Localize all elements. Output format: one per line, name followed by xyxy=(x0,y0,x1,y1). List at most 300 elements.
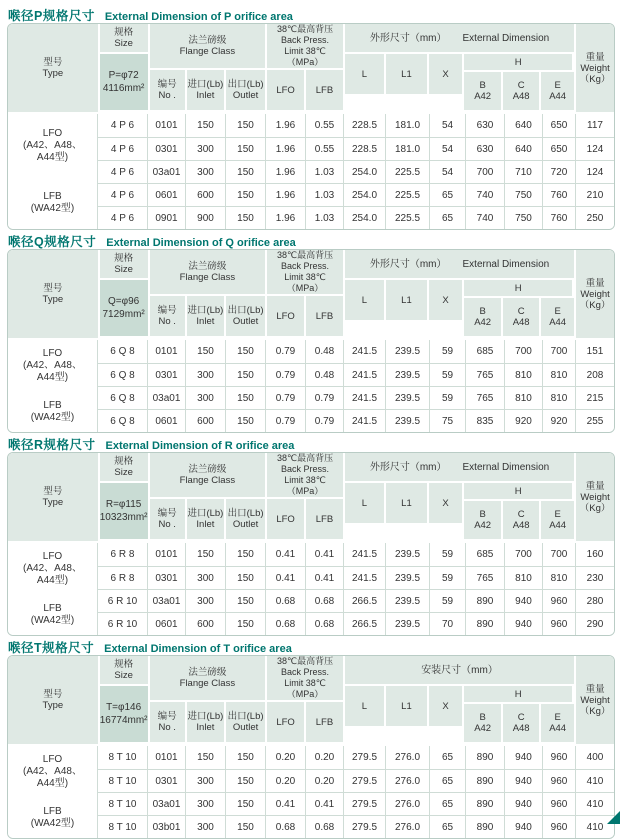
header-bp-line1: 38℃最高背压 xyxy=(276,453,334,463)
header-dimensions-zh: 外形尺寸（mm） xyxy=(369,258,447,270)
header-col-size xyxy=(100,24,150,112)
table-cell: 0.20 xyxy=(306,746,344,769)
header-dimensions xyxy=(345,656,574,686)
section-title-zh: 喉径P规格尺寸 xyxy=(8,9,95,23)
section-title xyxy=(8,6,615,23)
header-bp-line4: （MPa） xyxy=(286,57,324,67)
table-cell: 208 xyxy=(586,369,604,381)
section xyxy=(7,435,615,636)
header-weight-en: Weight xyxy=(580,62,610,74)
table-row xyxy=(98,769,614,792)
table-cell: 650 xyxy=(543,114,576,137)
table-cell: 410 xyxy=(586,798,604,810)
table-cell: 0901 xyxy=(148,207,186,229)
table-cell: 160 xyxy=(586,549,604,560)
table-row xyxy=(98,363,614,386)
header-H-label: H xyxy=(514,485,522,497)
table-cell: 960 xyxy=(543,770,576,792)
table-cell: 254.0 xyxy=(344,184,386,206)
header-X xyxy=(429,54,464,94)
header-L1-label: L1 xyxy=(401,497,412,509)
header-no xyxy=(150,296,187,336)
table-cell: 279.5 xyxy=(344,770,386,792)
table-cell: 210 xyxy=(586,189,604,201)
table-header xyxy=(8,656,614,744)
header-weight xyxy=(576,656,614,744)
header-flange-class xyxy=(150,250,266,296)
table-cell: 0.68 xyxy=(266,816,306,838)
table-cell: 4 P 6 xyxy=(98,207,148,229)
header-weight-unit: （Kg） xyxy=(579,299,611,311)
table-cell: 890 xyxy=(466,590,505,612)
header-E-sub: A44 xyxy=(549,317,567,328)
table-cell: 276.0 xyxy=(386,770,430,792)
type-cell xyxy=(8,340,98,432)
table-cell: 835 xyxy=(466,410,505,432)
table-cell: 940 xyxy=(505,613,543,635)
table-cell: 300 xyxy=(186,387,226,409)
header-H-group xyxy=(464,686,574,742)
table-cell: 650 xyxy=(543,138,576,160)
table-cell: 65 xyxy=(430,793,466,815)
header-weight-zh: 重量 xyxy=(585,277,605,289)
table-cell: 0.68 xyxy=(306,613,344,635)
table-cell: 54 xyxy=(430,161,466,183)
header-flange-en: Flange Class xyxy=(179,272,236,283)
header-size xyxy=(100,250,148,280)
table-cell: 0.41 xyxy=(266,567,306,589)
table-cell: 0.41 xyxy=(266,543,306,566)
header-E-label: E xyxy=(554,712,561,723)
table-cell: 4 P 6 xyxy=(98,161,148,183)
table-cell: 150 xyxy=(226,114,266,137)
table-cell: 150 xyxy=(226,410,266,432)
header-H-subrow xyxy=(464,72,574,110)
table-cell: 960 xyxy=(543,793,576,815)
header-C-A48 xyxy=(503,501,541,539)
rows-wrap xyxy=(98,114,614,229)
table-cell: 239.5 xyxy=(386,387,430,409)
table-cell: 254.0 xyxy=(344,161,386,183)
header-inlet-zh: 进口(Lb) xyxy=(187,711,224,722)
table-cell: 700 xyxy=(505,340,543,363)
table-header xyxy=(8,453,614,541)
table-cell: 0101 xyxy=(148,114,186,137)
header-type-en: Type xyxy=(42,700,64,711)
header-lfb-label: LFB xyxy=(315,84,334,96)
rows-wrap xyxy=(98,746,614,838)
type-cell xyxy=(8,114,98,229)
table-cell: 0.79 xyxy=(266,410,306,432)
header-H-label: H xyxy=(514,688,522,700)
header-col-dimensions xyxy=(345,453,576,541)
table-cell: 250 xyxy=(586,212,604,224)
header-weight-unit: （Kg） xyxy=(579,73,611,85)
header-col-backpressure xyxy=(267,453,345,541)
spec-table xyxy=(7,249,615,433)
header-size-zh: 规格 xyxy=(114,659,134,670)
table-cell: 0.79 xyxy=(266,387,306,409)
header-H xyxy=(464,280,574,298)
table-cell: 0301 xyxy=(148,567,186,589)
header-L1-label: L1 xyxy=(401,700,412,712)
table-cell: 03a01 xyxy=(148,387,186,409)
table-cell: 0.68 xyxy=(266,613,306,635)
size-value-line2: 10323mm² xyxy=(99,512,148,523)
header-type xyxy=(8,656,98,744)
table-cell: 300 xyxy=(186,816,226,838)
table-cell: 150 xyxy=(226,613,266,635)
table-cell: 03a01 xyxy=(148,161,186,183)
header-flange-class xyxy=(150,453,266,499)
header-E-A44 xyxy=(541,501,574,539)
table-cell: 890 xyxy=(466,793,505,815)
table-cell: 750 xyxy=(505,207,543,229)
table-cell: 600 xyxy=(186,184,226,206)
table-body xyxy=(8,112,614,229)
table-cell: 300 xyxy=(186,567,226,589)
header-size-zh: 规格 xyxy=(114,456,134,467)
header-C-A48 xyxy=(503,704,541,742)
header-lfo-label: LFO xyxy=(276,513,295,525)
header-inlet-zh: 进口(Lb) xyxy=(187,508,224,519)
header-dimensions-zh: 外形尺寸（mm） xyxy=(369,461,447,473)
header-C-label: C xyxy=(517,509,525,520)
table-cell: 720 xyxy=(543,161,576,183)
header-bp-subrow xyxy=(267,499,343,539)
table-body xyxy=(8,541,614,635)
table-cell: 4 P 6 xyxy=(98,184,148,206)
table-cell: 290 xyxy=(586,618,604,630)
size-value xyxy=(100,686,148,742)
header-bp-line3: Limit 38℃ xyxy=(284,475,326,485)
table-row xyxy=(98,589,614,612)
table-row xyxy=(98,815,614,838)
header-C-A48 xyxy=(503,298,541,336)
header-E-A44 xyxy=(541,72,574,110)
section-title xyxy=(8,232,615,249)
table-cell: 70 xyxy=(430,613,466,635)
header-dimensions-en: External Dimension xyxy=(462,461,550,473)
type-cell xyxy=(8,543,98,635)
header-lfb-label: LFB xyxy=(315,310,334,322)
table-cell: 700 xyxy=(543,543,576,566)
table-cell: 03b01 xyxy=(148,816,186,838)
header-dim-subrow xyxy=(345,686,574,742)
size-value-line1: T=φ146 xyxy=(106,702,142,713)
header-type-zh: 型号 xyxy=(43,57,63,68)
table-cell: 0.68 xyxy=(266,590,306,612)
header-bp-line3: Limit 38℃ xyxy=(284,678,326,688)
header-bp-line1: 38℃最高背压 xyxy=(276,24,334,34)
section-title-en: External Dimension of Q orifice area xyxy=(106,237,296,249)
table-cell: 810 xyxy=(505,387,543,409)
table-row xyxy=(98,160,614,183)
table-cell: 0301 xyxy=(148,364,186,386)
header-bp-line4: （MPa） xyxy=(286,689,324,699)
header-flange-class xyxy=(150,24,266,70)
table-cell: 65 xyxy=(430,816,466,838)
table-cell: 150 xyxy=(226,793,266,815)
table-row xyxy=(98,746,614,769)
header-back-pressure xyxy=(267,250,343,296)
header-inlet xyxy=(187,499,226,539)
table-cell: 0.68 xyxy=(306,816,344,838)
size-value-line2: 16774mm² xyxy=(99,715,148,726)
table-cell: 150 xyxy=(226,340,266,363)
header-size-en: Size xyxy=(114,264,133,275)
header-flange-subrow xyxy=(150,499,266,539)
header-weight-en: Weight xyxy=(580,694,610,706)
table-cell: 960 xyxy=(543,816,576,838)
table-cell: 940 xyxy=(505,770,543,792)
table-cell: 760 xyxy=(543,184,576,206)
size-value-line1: R=φ115 xyxy=(105,499,142,510)
table-cell: 300 xyxy=(186,138,226,160)
section-title xyxy=(8,638,615,655)
table-cell: 228.5 xyxy=(344,114,386,137)
header-weight xyxy=(576,250,614,338)
section-title-zh: 喉径R规格尺寸 xyxy=(8,438,96,452)
header-size-en: Size xyxy=(114,38,133,49)
table-cell: 150 xyxy=(226,746,266,769)
table-cell: 1.03 xyxy=(306,207,344,229)
header-C-sub: A48 xyxy=(512,317,530,328)
table-cell: 765 xyxy=(466,567,505,589)
table-cell: 600 xyxy=(186,410,226,432)
table-row xyxy=(98,183,614,206)
table-cell: 279.5 xyxy=(344,793,386,815)
header-col-weight xyxy=(576,656,614,744)
header-bp-line1: 38℃最高背压 xyxy=(276,656,334,666)
table-cell: 150 xyxy=(226,161,266,183)
header-no-en: No . xyxy=(158,90,176,101)
header-H-label: H xyxy=(514,282,522,294)
header-col-backpressure xyxy=(267,250,345,338)
header-E-A44 xyxy=(541,298,574,336)
header-inlet-zh: 进口(Lb) xyxy=(187,305,224,316)
table-cell: 0301 xyxy=(148,770,186,792)
size-value xyxy=(100,54,148,110)
table-cell: 940 xyxy=(505,590,543,612)
table-cell: 0.48 xyxy=(306,364,344,386)
header-X xyxy=(429,483,464,523)
table-cell: 940 xyxy=(505,746,543,769)
header-H xyxy=(464,483,574,501)
size-value-line1: Q=φ96 xyxy=(108,296,140,307)
header-col-type xyxy=(8,250,100,338)
section xyxy=(7,232,615,433)
header-weight-unit: （Kg） xyxy=(579,502,611,514)
header-L-label: L xyxy=(361,68,368,80)
header-weight xyxy=(576,453,614,541)
table-cell: 239.5 xyxy=(386,543,430,566)
header-H xyxy=(464,686,574,704)
header-flange-subrow xyxy=(150,296,266,336)
table-cell: 700 xyxy=(543,340,576,363)
table-cell: 600 xyxy=(186,613,226,635)
header-size xyxy=(100,453,148,483)
table-cell: 241.5 xyxy=(344,387,386,409)
header-dimensions-zh: 安装尺寸（mm） xyxy=(421,664,498,676)
header-bp-line4: （MPa） xyxy=(286,283,324,293)
header-size-en: Size xyxy=(114,467,133,478)
table-cell: 0601 xyxy=(148,184,186,206)
table-cell: 0.20 xyxy=(266,770,306,792)
header-L1 xyxy=(386,54,429,94)
header-lfo-label: LFO xyxy=(276,84,295,96)
table-cell: 300 xyxy=(186,590,226,612)
table-cell: 03a01 xyxy=(148,590,186,612)
table-cell: 6 Q 8 xyxy=(98,387,148,409)
header-outlet-zh: 出口(Lb) xyxy=(227,711,264,722)
table-cell: 150 xyxy=(226,364,266,386)
header-bp-subrow xyxy=(267,296,343,336)
header-flange-en: Flange Class xyxy=(179,475,236,486)
header-B-A42 xyxy=(464,298,503,336)
header-size-en: Size xyxy=(114,670,133,681)
table-cell: 8 T 10 xyxy=(98,793,148,815)
table-cell: 150 xyxy=(186,543,226,566)
table-cell: 765 xyxy=(466,387,505,409)
header-H-subrow xyxy=(464,704,574,742)
header-B-label: B xyxy=(479,509,486,520)
table-cell: 6 R 8 xyxy=(98,567,148,589)
header-back-pressure xyxy=(267,24,343,70)
table-cell: 1.96 xyxy=(266,184,306,206)
header-H-group xyxy=(464,280,574,336)
table-cell: 300 xyxy=(186,161,226,183)
table-cell: 0.79 xyxy=(306,410,344,432)
type-cell xyxy=(8,746,98,838)
header-outlet xyxy=(226,70,265,110)
header-bp-subrow xyxy=(267,702,343,742)
table-cell: 960 xyxy=(543,590,576,612)
table-cell: 300 xyxy=(186,364,226,386)
table-cell: 150 xyxy=(226,207,266,229)
table-cell: 59 xyxy=(430,567,466,589)
header-flange-zh: 法兰磅级 xyxy=(188,261,227,272)
header-L1 xyxy=(386,483,429,523)
header-type xyxy=(8,453,98,541)
header-bp-line2: Back Press. xyxy=(281,464,330,474)
header-bp-line1: 38℃最高背压 xyxy=(276,250,334,260)
table-cell: 150 xyxy=(186,114,226,137)
header-dim-subrow xyxy=(345,280,574,336)
corner-mark xyxy=(607,811,620,824)
header-inlet-en: Inlet xyxy=(196,90,215,101)
table-cell: 960 xyxy=(543,613,576,635)
table-cell: 300 xyxy=(186,793,226,815)
table-cell: 700 xyxy=(466,161,505,183)
table-cell: 6 R 10 xyxy=(98,590,148,612)
table-cell: 239.5 xyxy=(386,364,430,386)
table-cell: 0.20 xyxy=(266,746,306,769)
table-cell: 760 xyxy=(543,207,576,229)
table-cell: 279.5 xyxy=(344,816,386,838)
header-flange-en: Flange Class xyxy=(179,678,236,689)
header-inlet-en: Inlet xyxy=(196,722,215,733)
size-value-line1: P=φ72 xyxy=(108,70,139,81)
table-cell: 239.5 xyxy=(386,590,430,612)
table-header xyxy=(8,24,614,112)
header-type xyxy=(8,250,98,338)
table-cell: 0.41 xyxy=(306,793,344,815)
header-weight-zh: 重量 xyxy=(585,480,605,492)
table-cell: 750 xyxy=(505,184,543,206)
header-lfb xyxy=(306,702,343,742)
header-H-subrow xyxy=(464,298,574,336)
header-col-dimensions xyxy=(345,24,576,112)
table-cell: 6 Q 8 xyxy=(98,340,148,363)
header-L-label: L xyxy=(361,294,368,306)
table-row xyxy=(98,612,614,635)
table-cell: 630 xyxy=(466,114,505,137)
header-outlet xyxy=(226,296,265,336)
header-X-label: X xyxy=(442,294,449,306)
table-cell: 890 xyxy=(466,613,505,635)
table-cell: 255 xyxy=(586,415,604,427)
header-B-A42 xyxy=(464,704,503,742)
table-cell: 685 xyxy=(466,543,505,566)
header-col-type xyxy=(8,453,100,541)
header-X-label: X xyxy=(442,700,449,712)
header-C-A48 xyxy=(503,72,541,110)
table-cell: 640 xyxy=(505,114,543,137)
header-back-pressure xyxy=(267,453,343,499)
table-cell: 279.5 xyxy=(344,746,386,769)
table-cell: 890 xyxy=(466,770,505,792)
table-cell: 59 xyxy=(430,543,466,566)
header-E-label: E xyxy=(554,509,561,520)
header-col-dimensions xyxy=(345,250,576,338)
table-cell: 225.5 xyxy=(386,207,430,229)
header-size xyxy=(100,656,148,686)
table-cell: 150 xyxy=(186,746,226,769)
header-C-sub: A48 xyxy=(512,723,530,734)
table-row xyxy=(98,386,614,409)
header-L1-label: L1 xyxy=(401,68,412,80)
table-cell: 0.41 xyxy=(306,543,344,566)
header-no-en: No . xyxy=(158,722,176,733)
header-no-en: No . xyxy=(158,519,176,530)
header-B-A42 xyxy=(464,72,503,110)
rows-wrap xyxy=(98,340,614,432)
header-weight xyxy=(576,24,614,112)
header-C-label: C xyxy=(517,712,525,723)
table-cell: 810 xyxy=(543,387,576,409)
header-type-en: Type xyxy=(42,68,64,79)
section-title-en: External Dimension of R orifice area xyxy=(105,440,295,452)
header-size-zh: 规格 xyxy=(114,253,134,264)
header-col-weight xyxy=(576,250,614,338)
header-dimensions-en: External Dimension xyxy=(462,258,550,270)
table-cell: 960 xyxy=(543,746,576,769)
table-cell: 225.5 xyxy=(386,161,430,183)
table-cell: 6 R 8 xyxy=(98,543,148,566)
table-cell: 241.5 xyxy=(344,567,386,589)
table-cell: 239.5 xyxy=(386,567,430,589)
table-cell: 276.0 xyxy=(386,793,430,815)
table-cell: 0.41 xyxy=(266,793,306,815)
table-cell: 276.0 xyxy=(386,746,430,769)
table-cell: 59 xyxy=(430,590,466,612)
header-C-sub: A48 xyxy=(512,91,530,102)
table-cell: 0101 xyxy=(148,746,186,769)
header-dimensions xyxy=(345,24,574,54)
header-H-group xyxy=(464,54,574,110)
table-cell: 0.79 xyxy=(266,340,306,363)
